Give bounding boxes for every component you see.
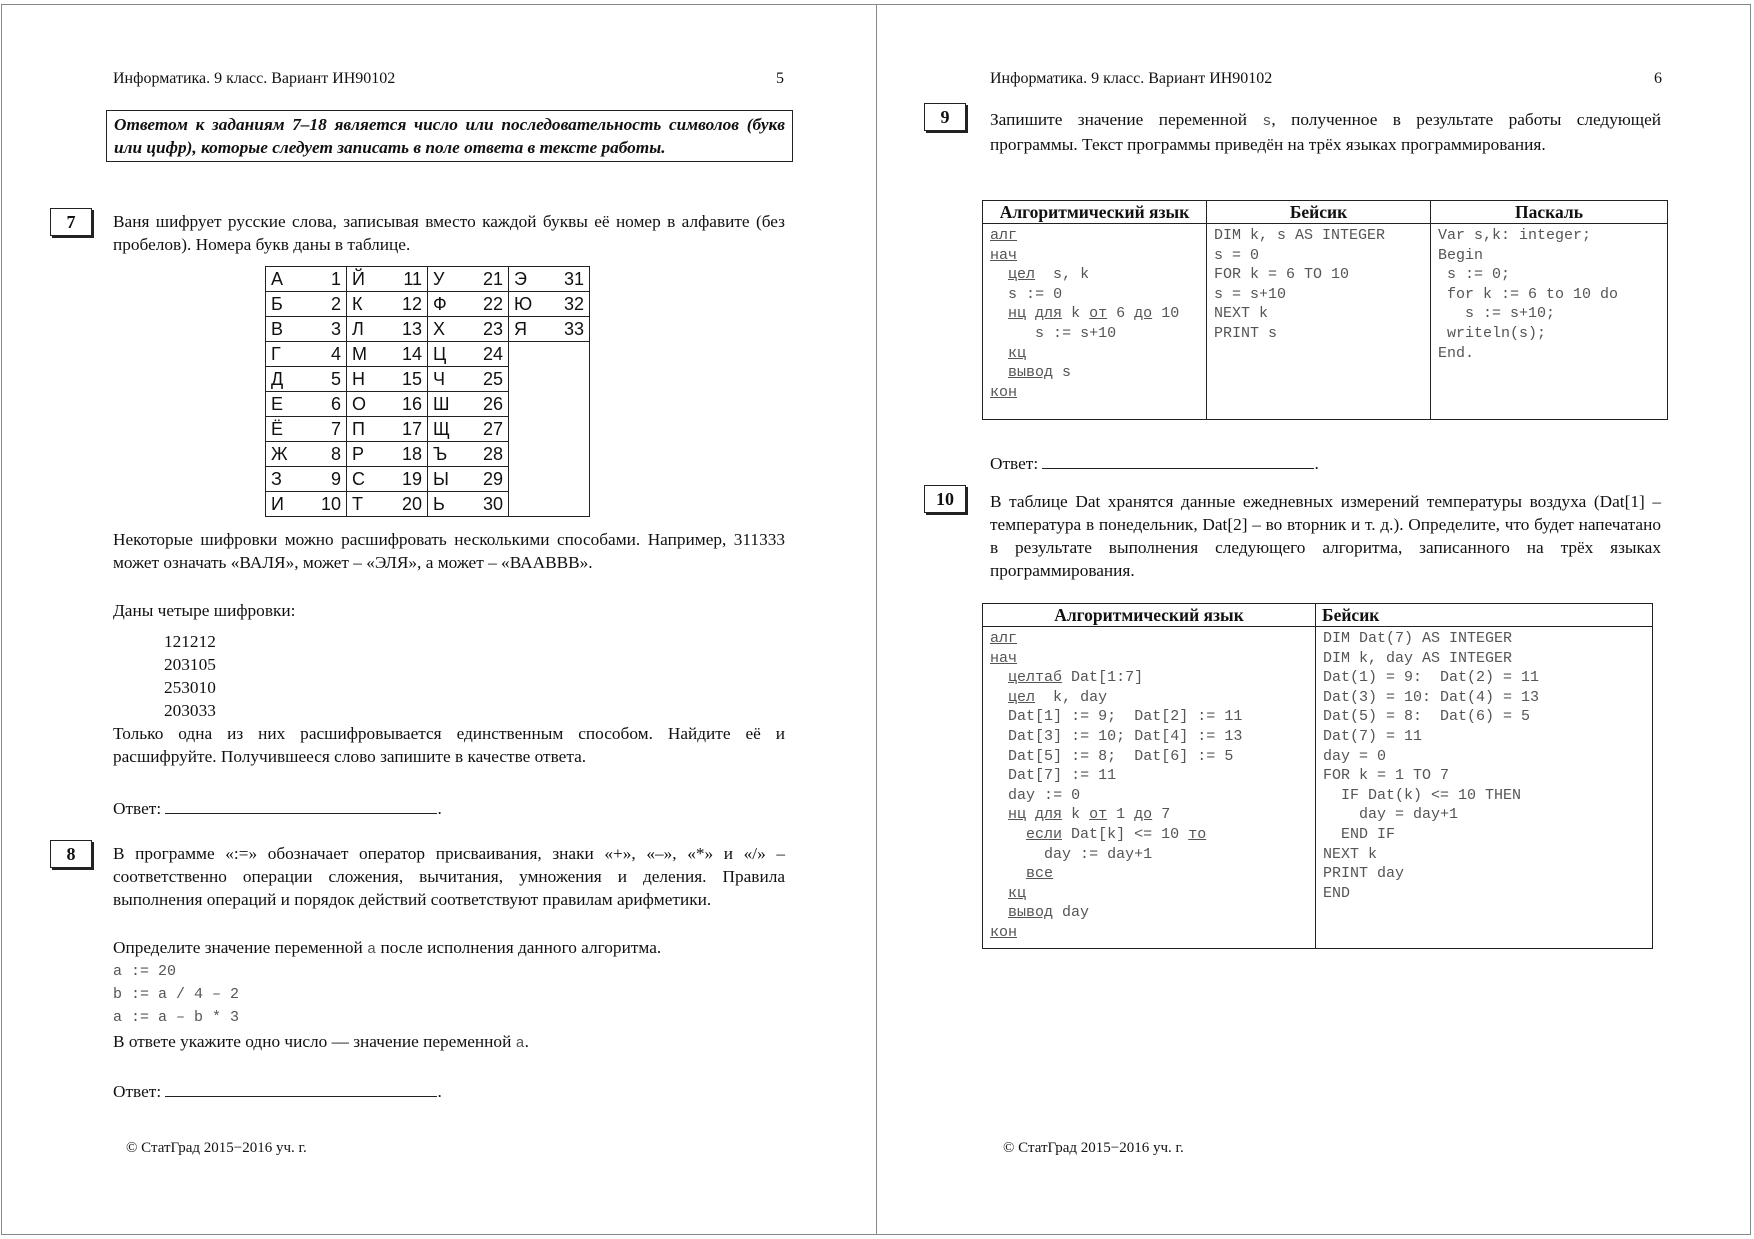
code-line: нач: [990, 649, 1018, 667]
code-line: нач: [990, 246, 1018, 264]
alphabet-letter: Й: [347, 267, 390, 292]
code-line: алг: [990, 630, 1018, 647]
alphabet-letter: К: [347, 292, 390, 317]
alphabet-letter: Л: [347, 317, 390, 342]
answer-line: Ответ: .: [113, 1078, 442, 1102]
code-line: NEXT k: [1214, 305, 1269, 323]
code-line: цел s, k: [1008, 266, 1090, 284]
answer-label: Ответ:: [113, 799, 162, 818]
alphabet-number: 7: [308, 417, 347, 442]
instruction-note: Ответом к заданиям 7–18 является число или последовательность символов (букв или цифр), которые следует записать в поле ответа в тексте работы.: [106, 110, 793, 162]
alphabet-table: [265, 266, 590, 517]
code-line: Dat[5] := 8; Dat[6] := 5: [1008, 747, 1234, 765]
alphabet-row: [266, 317, 590, 342]
task7-text: Ваня шифрует русские слова, записывая вместо каждой буквы её номер в алфавите (без пробелов). Номера букв даны в таблице.: [113, 212, 785, 254]
alphabet-letter: И: [266, 492, 309, 517]
algo-code: [983, 224, 1207, 420]
code-line: s := 0;: [1438, 266, 1511, 284]
code-line: FOR k = 6 TO 10: [1214, 266, 1350, 284]
alphabet-number: 29: [470, 467, 509, 492]
code-line: если Dat[k] <= 10 то: [1026, 825, 1207, 843]
code-line: b := a / 4 – 2: [113, 986, 240, 1003]
alphabet-number: 13: [389, 317, 428, 342]
code-line: day = 0: [1323, 747, 1387, 765]
alphabet-letter: Ы: [428, 467, 471, 492]
alphabet-letter: В: [266, 317, 309, 342]
code-line: day := 0: [1008, 786, 1081, 804]
alphabet-letter: С: [347, 467, 390, 492]
code-line: FOR k = 1 TO 7: [1323, 767, 1450, 785]
alphabet-letter: З: [266, 467, 309, 492]
code-line: day = day+1: [1323, 806, 1459, 824]
alphabet-letter: Б: [266, 292, 309, 317]
alphabet-number: 28: [470, 442, 509, 467]
alphabet-number: 18: [389, 442, 428, 467]
footer: © СтатГрад 2015−2016 уч. г.: [126, 1140, 307, 1156]
alphabet-letter: Ц: [428, 342, 471, 367]
alphabet-number: 25: [470, 367, 509, 392]
code-line: Dat[7] := 11: [1008, 767, 1117, 785]
alphabet-letter: Т: [347, 492, 390, 517]
alphabet-number: 21: [470, 267, 509, 292]
code-line: a := a – b * 3: [113, 1009, 240, 1026]
pascal-code: [1431, 224, 1668, 420]
code-line: NEXT k: [1323, 845, 1378, 863]
code-line: кон: [990, 923, 1018, 941]
answer-line: Ответ: .: [113, 795, 442, 819]
page-header: Информатика. 9 класс. Вариант ИН90102: [113, 70, 396, 87]
answer-field[interactable]: [165, 795, 437, 814]
alphabet-number: 24: [470, 342, 509, 367]
code-line: вывод s: [1008, 364, 1072, 382]
alphabet-number: 27: [470, 417, 509, 442]
alphabet-number: 1: [308, 267, 347, 292]
answer-label: Ответ:: [990, 454, 1039, 473]
code-line: Dat(7) = 11: [1323, 727, 1423, 745]
task-number: 8: [50, 840, 92, 868]
code-line: Var s,k: integer;: [1438, 227, 1592, 244]
alphabet-number: 16: [389, 392, 428, 417]
code-line: Begin: [1438, 246, 1484, 264]
alphabet-letter: П: [347, 417, 390, 442]
alphabet-number: 33: [551, 317, 590, 342]
alphabet-number: 11: [389, 267, 428, 292]
code-line: Dat(1) = 9: Dat(2) = 11: [1323, 669, 1540, 687]
cipher-code: 203105: [164, 655, 216, 674]
alphabet-letter: А: [266, 267, 309, 292]
code-line: Dat[3] := 10; Dat[4] := 13: [1008, 727, 1243, 745]
alphabet-letter: Ш: [428, 392, 471, 417]
task9-code-table: [982, 200, 1668, 420]
alphabet-letter: Ё: [266, 417, 309, 442]
column-header: Алгоритмический язык: [983, 604, 1316, 627]
alphabet-row: [266, 292, 590, 317]
alphabet-letter: М: [347, 342, 390, 367]
code-line: нц для k от 1 до 7: [1008, 806, 1171, 824]
answer-field[interactable]: [165, 1078, 437, 1097]
task8-text: В программе «:=» обозначает оператор присваивания, знаки «+», «–», «*» и «/» – соответственно операции сложения, вычитания, умножения и деления. Правила выполнения операций и порядок действий соответствуют правилам арифметики.: [113, 844, 785, 909]
algo-code: [983, 627, 1316, 949]
answer-line: Ответ: .: [990, 450, 1319, 474]
alphabet-letter: Я: [509, 317, 552, 342]
code-line: s := 0: [1008, 285, 1063, 303]
task7-text4: Только одна из них расшифровывается единственным способом. Найдите её и расшифруйте. Получившееся слово запишите в качестве ответа.: [113, 724, 785, 766]
code-line: кон: [990, 383, 1018, 401]
column-header: Бейсик: [1207, 201, 1431, 224]
code-line: цел k, day: [1008, 688, 1108, 706]
column-header: Бейсик: [1316, 604, 1653, 627]
alphabet-number: 3: [308, 317, 347, 342]
alphabet-letter: Щ: [428, 417, 471, 442]
code-line: целтаб Dat[1:7]: [1008, 669, 1144, 687]
empty-cell: [509, 342, 590, 517]
code-line: PRINT day: [1323, 865, 1405, 883]
task-number: 7: [50, 208, 92, 236]
alphabet-number: 19: [389, 467, 428, 492]
code-line: writeln(s);: [1438, 324, 1547, 342]
alphabet-letter: Е: [266, 392, 309, 417]
task-number: 10: [924, 485, 966, 513]
task8-text2: Определите значение переменной a после исполнения данного алгоритма.: [113, 938, 662, 958]
code-line: PRINT s: [1214, 324, 1278, 342]
basic-code: [1207, 224, 1431, 420]
task10-code-table: [982, 603, 1653, 949]
alphabet-number: 14: [389, 342, 428, 367]
code-line: END IF: [1323, 825, 1396, 843]
page-header: Информатика. 9 класс. Вариант ИН90102: [990, 70, 1273, 87]
alphabet-number: 15: [389, 367, 428, 392]
code-line: for k := 6 to 10 do: [1438, 285, 1619, 303]
cipher-code: 121212: [164, 632, 216, 651]
alphabet-number: 30: [470, 492, 509, 517]
code-line: s = 0: [1214, 246, 1260, 264]
code-line: s := s+10;: [1438, 305, 1556, 323]
answer-field[interactable]: [1042, 450, 1314, 469]
alphabet-row: [266, 267, 590, 292]
code-line: кц: [1008, 884, 1027, 902]
code-line: вывод day: [1008, 904, 1090, 922]
code-line: a := 20: [113, 963, 177, 980]
task9-text: Запишите значение переменной s, полученное в результате работы следующей программы. Текст программы приведён на трёх языках программирования.: [990, 110, 1661, 154]
alphabet-letter: У: [428, 267, 471, 292]
alphabet-number: 17: [389, 417, 428, 442]
cipher-code: 253010: [164, 678, 216, 697]
alphabet-number: 5: [308, 367, 347, 392]
code-line: алг: [990, 227, 1018, 244]
right-page: [877, 0, 1754, 1239]
code-line: End.: [1438, 344, 1475, 362]
alphabet-number: 32: [551, 292, 590, 317]
alphabet-number: 4: [308, 342, 347, 367]
alphabet-letter: Р: [347, 442, 390, 467]
alphabet-row: [266, 342, 590, 367]
code-line: DIM k, s AS INTEGER: [1214, 227, 1386, 244]
alphabet-letter: Н: [347, 367, 390, 392]
page-number: 5: [776, 70, 784, 87]
footer: © СтатГрад 2015−2016 уч. г.: [1003, 1140, 1184, 1156]
alphabet-number: 9: [308, 467, 347, 492]
alphabet-letter: Э: [509, 267, 552, 292]
code-line: нц для k от 6 до 10: [1008, 305, 1180, 323]
alphabet-letter: Х: [428, 317, 471, 342]
code-line: Dat[1] := 9; Dat[2] := 11: [1008, 708, 1243, 726]
answer-label: Ответ:: [113, 1082, 162, 1101]
cipher-code: 203033: [164, 701, 216, 720]
code-line: s := s+10: [1035, 324, 1117, 342]
page-number: 6: [1654, 70, 1662, 87]
alphabet-letter: Ь: [428, 492, 471, 517]
alphabet-number: 31: [551, 267, 590, 292]
code-line: DIM Dat(7) AS INTEGER: [1323, 630, 1513, 647]
alphabet-letter: Ю: [509, 292, 552, 317]
code-line: DIM k, day AS INTEGER: [1323, 649, 1513, 667]
task-number: 9: [924, 103, 966, 131]
alphabet-letter: Ж: [266, 442, 309, 467]
code-line: END: [1323, 884, 1351, 902]
alphabet-number: 26: [470, 392, 509, 417]
column-header: Алгоритмический язык: [983, 201, 1207, 224]
alphabet-letter: Ф: [428, 292, 471, 317]
code-line: IF Dat(k) <= 10 THEN: [1323, 786, 1522, 804]
code-line: Dat(5) = 8: Dat(6) = 5: [1323, 708, 1531, 726]
column-header: Паскаль: [1431, 201, 1668, 224]
task7-text2: Некоторые шифровки можно расшифровать несколькими способами. Например, 311333 может означать «ВАЛЯ», может – «ЭЛЯ», а может – «ВААВВВ».: [113, 530, 785, 572]
task7-text3: Даны четыре шифровки:: [113, 601, 296, 620]
alphabet-letter: Ч: [428, 367, 471, 392]
code-line: все: [1026, 865, 1054, 883]
code-line: кц: [1008, 344, 1027, 362]
code-line: day := day+1: [1044, 845, 1153, 863]
alphabet-letter: Ъ: [428, 442, 471, 467]
alphabet-letter: О: [347, 392, 390, 417]
alphabet-number: 6: [308, 392, 347, 417]
alphabet-number: 8: [308, 442, 347, 467]
code-line: s = s+10: [1214, 285, 1287, 303]
alphabet-number: 12: [389, 292, 428, 317]
task8-text3: В ответе укажите одно число — значение переменной a.: [113, 1032, 529, 1052]
alphabet-number: 23: [470, 317, 509, 342]
task10-text: В таблице Dat хранятся данные ежедневных измерений температуры воздуха (Dat[1] – температура в понедельник, Dat[2] – во вторник и т. д.). Определите, что будет напечатано в результате выполнения следующего алгоритма, записанного на трёх языках программирования.: [990, 492, 1661, 580]
alphabet-number: 20: [389, 492, 428, 517]
code-line: Dat(3) = 10: Dat(4) = 13: [1323, 688, 1540, 706]
alphabet-letter: Д: [266, 367, 309, 392]
alphabet-number: 10: [308, 492, 347, 517]
alphabet-number: 22: [470, 292, 509, 317]
alphabet-number: 2: [308, 292, 347, 317]
alphabet-letter: Г: [266, 342, 309, 367]
basic-code: [1316, 627, 1653, 949]
